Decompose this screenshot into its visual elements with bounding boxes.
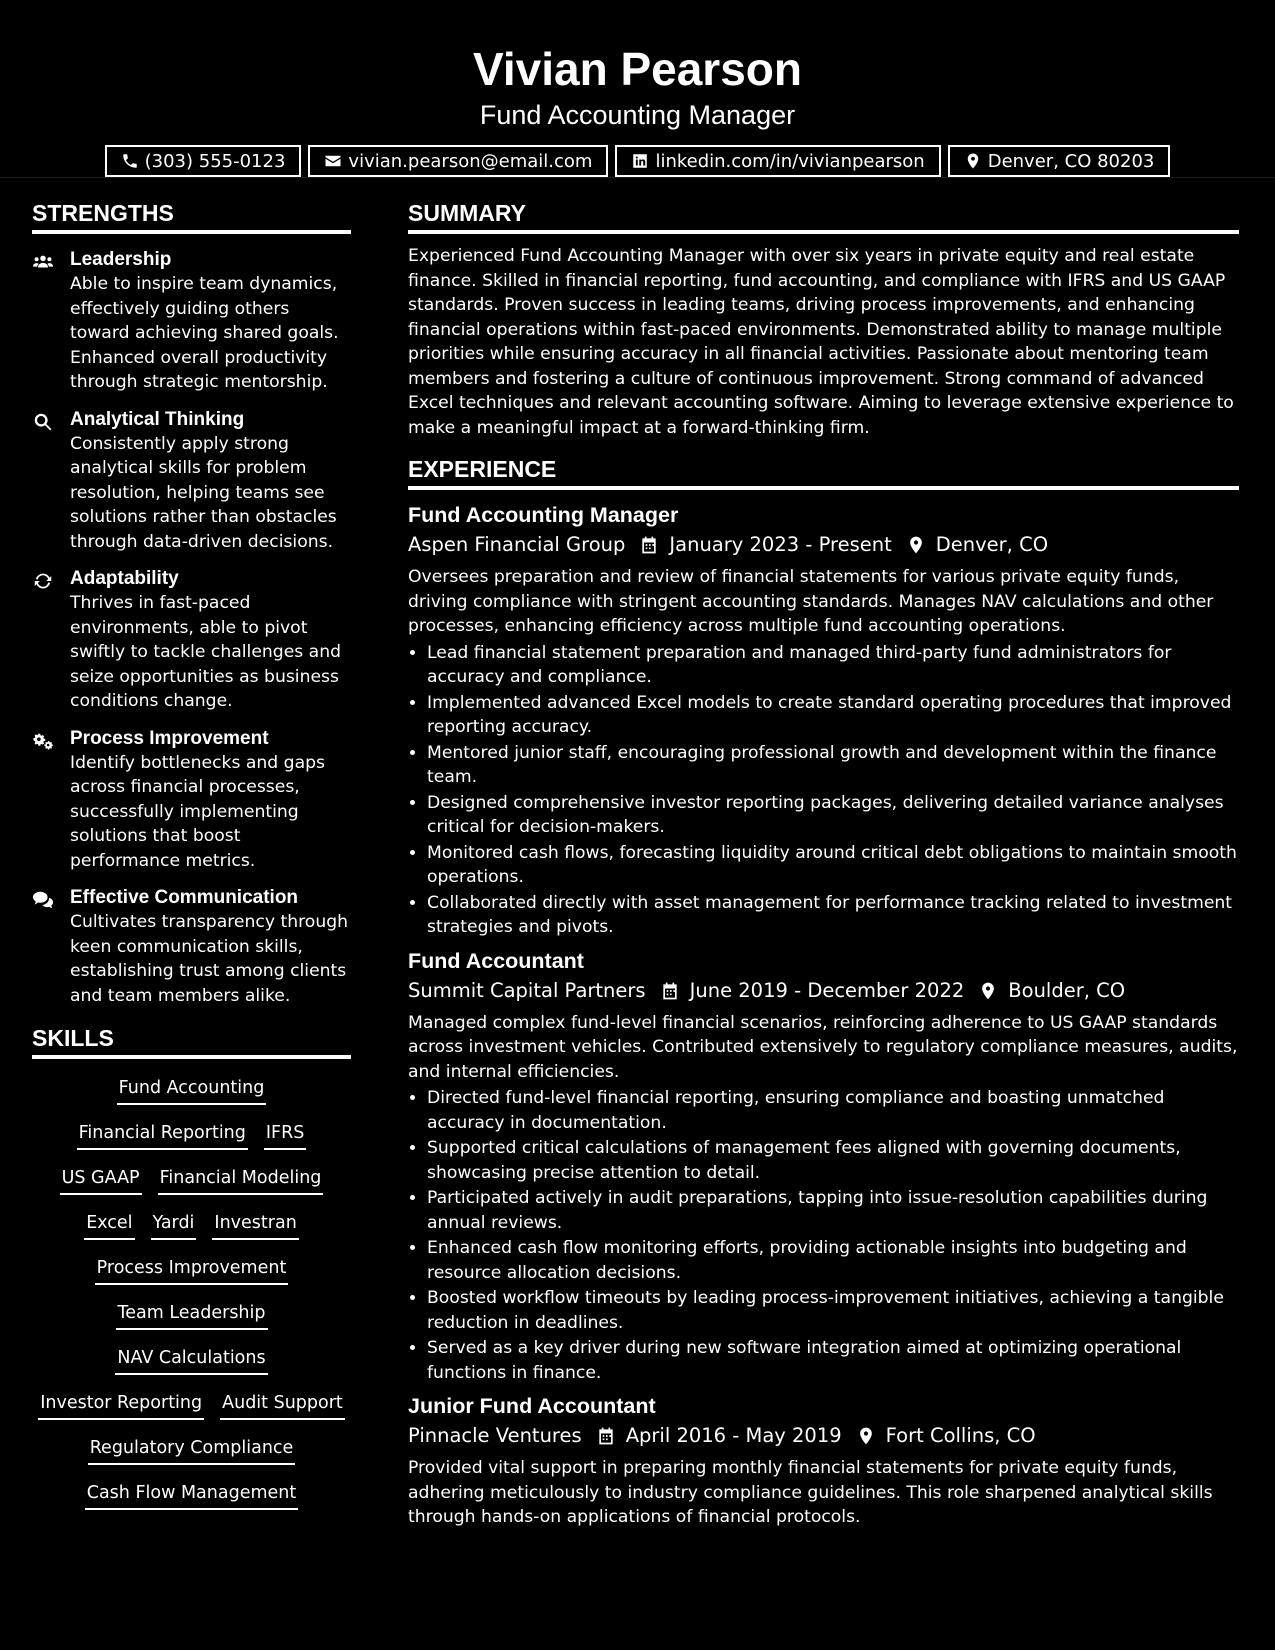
- contact-email-text: vivian.pearson@email.com: [348, 150, 593, 172]
- job-company: Pinnacle Ventures: [408, 1424, 582, 1447]
- skill-tag: Process Improvement: [95, 1255, 289, 1285]
- job-title: Junior Fund Accountant: [408, 1394, 656, 1418]
- skill-tag: Team Leadership: [116, 1300, 268, 1330]
- skill-tag: Investor Reporting: [38, 1390, 204, 1420]
- strength-desc: Identify bottlenecks and gaps across financial processes, successfully implementing solutions that boost performance metrics.: [70, 752, 325, 871]
- linkedin-icon: [631, 152, 649, 170]
- skill-tag: US GAAP: [60, 1165, 142, 1195]
- strength-desc: Able to inspire team dynamics, effectively guiding others toward achieving shared goals. Enhanced overall productivity through strategic mentorship.: [70, 274, 339, 392]
- job-location: Denver, CO: [935, 533, 1049, 556]
- contact-linkedin[interactable]: [615, 145, 940, 177]
- strength-desc: Thrives in fast-paced environments, able to pivot swiftly to tackle challenges and seize opportunities as business conditions change.: [70, 593, 342, 711]
- contact-location-text: Denver, CO 80203: [987, 150, 1155, 172]
- left-column: [32, 196, 351, 1525]
- job-bullet: • Boosted workflow timeouts by leading process-improvement initiatives, achieving a tangible reduction in deadlines.: [427, 1286, 1239, 1335]
- strength-item: [32, 886, 351, 1008]
- skill-tag: Cash Flow Management: [85, 1480, 299, 1510]
- strength-item: [32, 727, 351, 874]
- job-dates: April 2016 - May 2019: [625, 1424, 842, 1447]
- candidate-title: Fund Accounting Manager: [479, 100, 796, 130]
- job-dates: June 2019 - December 2022: [689, 978, 965, 1002]
- map-pin-icon: [978, 981, 998, 1001]
- job-bullet: • Participated actively in audit preparations, tapping into issue-resolution capabilities during annual reviews.: [427, 1186, 1239, 1235]
- contact-bar: [0, 145, 1275, 177]
- calendar-icon: [596, 1426, 616, 1446]
- skill-tag: Financial Reporting: [77, 1120, 248, 1150]
- job-bullet: • Served as a key driver during new software integration aimed at optimizing operational functions in finance.: [427, 1336, 1239, 1385]
- strength-desc: Cultivates transparency through keen communication skills, establishing trust among clients and team members alike.: [70, 912, 349, 1006]
- contact-linkedin-text: linkedin.com/in/vivianpearson: [655, 150, 925, 172]
- job-title: Fund Accountant: [408, 948, 584, 973]
- resume-header: [0, 0, 1275, 177]
- skill-tag: Excel: [84, 1210, 134, 1240]
- job-description: Managed complex fund-level financial scenarios, reinforcing adherence to US GAAP standards across investment vehicles. Contributed extensively to regulatory compliance measures, audits, and internal efficiencies.: [408, 1012, 1238, 1082]
- job-bullet: • Directed fund-level financial reporting, ensuring compliance and boasting unmatched accuracy in documentation.: [427, 1086, 1239, 1135]
- skill-tag: Yardi: [151, 1210, 197, 1240]
- skill-tag: Fund Accounting: [117, 1075, 267, 1105]
- contact-email[interactable]: [308, 145, 608, 177]
- skill-tag: Investran: [212, 1210, 298, 1240]
- contact-location[interactable]: [948, 145, 1171, 177]
- job-bullet: • Enhanced cash flow monitoring efforts, providing actionable insights into budgeting and resource allocation decisions.: [427, 1236, 1239, 1285]
- job-title: Fund Accounting Manager: [408, 503, 679, 527]
- job-bullet: • Collaborated directly with asset management for performance tracking related to investment strategies and pivots.: [427, 891, 1239, 940]
- skill-tag: IFRS: [264, 1120, 307, 1150]
- job-entry: [408, 946, 1239, 1386]
- map-pin-icon: [906, 535, 926, 555]
- strength-item: [32, 248, 351, 395]
- skill-tag: Regulatory Compliance: [88, 1435, 296, 1465]
- strength-title: Process Improvement: [70, 727, 269, 749]
- strengths-heading: STRENGTHS: [32, 196, 351, 234]
- calendar-icon: [660, 981, 680, 1001]
- contact-phone[interactable]: [105, 145, 302, 177]
- candidate-name: Vivian Pearson: [473, 43, 802, 95]
- search-icon: [32, 411, 54, 433]
- summary-text: Experienced Fund Accounting Manager with over six years in private equity and real estate finance. Skilled in financial reporting, fund accounting, and compliance with IFRS and US GAAP standards. Proven success in leading teams, driving process improvements, and enhancing financial operations within fast-paced environments. Demonstrated ability to manage multiple priorities while ensuring accuracy in all financial activities. Passionate about mentoring team members and fostering a culture of continuous improvement. Strong command of advanced Excel techniques and relevant accounting software. Aiming to leverage extensive experience to make a meaningful impact at a forward-thinking firm.: [408, 246, 1234, 438]
- gears-icon: [32, 730, 54, 752]
- job-company: Aspen Financial Group: [408, 533, 626, 556]
- job-entry: [408, 500, 1239, 940]
- job-bullets: [408, 641, 1239, 940]
- skills-list: [32, 1073, 351, 1510]
- right-column: [408, 196, 1239, 1540]
- job-meta: [408, 1421, 1239, 1451]
- job-location: Boulder, CO: [1008, 978, 1126, 1002]
- strength-title: Leadership: [70, 249, 172, 270]
- strength-title: Analytical Thinking: [70, 408, 245, 430]
- map-pin-icon: [964, 152, 982, 170]
- job-bullet: • Implemented advanced Excel models to create standard operating procedures that improved reporting accuracy.: [427, 691, 1239, 740]
- job-description: Oversees preparation and review of financial statements for various private equity funds, driving compliance with stringent accounting standards. Manages NAV calculations and other processes, enhancing efficiency across multiple fund accounting operations.: [408, 567, 1214, 636]
- comments-icon: [32, 889, 54, 911]
- skills-heading: SKILLS: [32, 1021, 351, 1059]
- strength-title: Effective Communication: [70, 887, 299, 908]
- experience-heading: EXPERIENCE: [408, 452, 1239, 490]
- job-location: Fort Collins, CO: [885, 1424, 1036, 1447]
- strength-desc: Consistently apply strong analytical skills for problem resolution, helping teams see solutions rather than obstacles through data-driven decisions.: [70, 433, 337, 552]
- job-meta: [408, 530, 1239, 560]
- users-icon: [32, 251, 54, 273]
- job-bullet: • Designed comprehensive investor reporting packages, delivering detailed variance analyses critical for decision-makers.: [427, 791, 1239, 840]
- map-pin-icon: [856, 1426, 876, 1446]
- skill-tag: Audit Support: [220, 1390, 345, 1420]
- job-entry: [408, 1391, 1239, 1530]
- job-company: Summit Capital Partners: [408, 978, 646, 1002]
- job-description: Provided vital support in preparing monthly financial statements for private equity funds, adhering meticulously to industry compliance guidelines. This role sharpened analytical skills through hands-on applications of financial protocols.: [408, 1458, 1213, 1527]
- strength-item: [32, 567, 351, 714]
- job-bullet: • Monitored cash flows, forecasting liquidity around critical debt obligations to maintain smooth operations.: [427, 841, 1239, 890]
- strength-item: [32, 408, 351, 555]
- header-divider: [0, 177, 1275, 178]
- job-dates: January 2023 - Present: [669, 533, 892, 556]
- sync-icon: [32, 570, 54, 592]
- job-bullet: • Supported critical calculations of management fees aligned with governing documents, showcasing precise attention to detail.: [427, 1136, 1239, 1185]
- envelope-icon: [324, 152, 342, 170]
- contact-phone-text: (303) 555-0123: [144, 150, 286, 172]
- job-bullets: [408, 1086, 1239, 1385]
- job-meta: [408, 976, 1239, 1006]
- skill-tag: NAV Calculations: [115, 1345, 267, 1375]
- summary-heading: SUMMARY: [408, 196, 1239, 234]
- job-bullet: • Mentored junior staff, encouraging professional growth and development within the finance team.: [427, 741, 1239, 790]
- skill-tag: Financial Modeling: [158, 1165, 324, 1195]
- phone-icon: [121, 152, 139, 170]
- job-bullet: • Lead financial statement preparation and managed third-party fund administrators for accuracy and compliance.: [427, 641, 1239, 690]
- strength-title: Adaptability: [70, 568, 179, 589]
- calendar-icon: [639, 535, 659, 555]
